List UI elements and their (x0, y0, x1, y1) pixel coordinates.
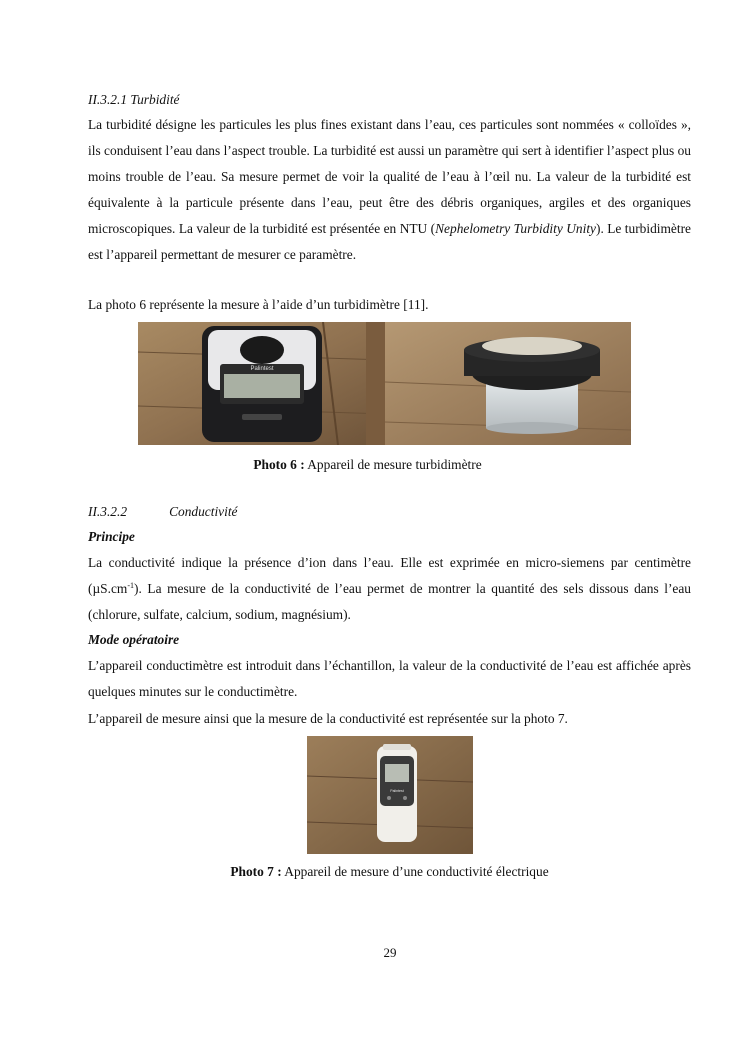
page-number: 29 (383, 945, 397, 960)
mode-operatoire-label: Mode opératoire (88, 632, 180, 647)
conductivity-meter-photo (307, 736, 473, 854)
section-heading-conductivite (88, 504, 238, 520)
photo-6-caption-text: Appareil de mesure turbidimètre (304, 457, 482, 472)
unit-exponent: -1 (127, 581, 135, 590)
photo-6-caption (0, 457, 740, 473)
photo-7-label: Photo 7 : (230, 864, 282, 879)
turbidimeter-photo (138, 322, 631, 445)
photo-7-caption (17, 864, 745, 880)
conductivity-meter-brand: Palintest (390, 789, 404, 793)
principe-label: Principe (88, 529, 135, 544)
photo6-intro: La photo 6 représente la mesure à l’aide d’un turbidimètre [11]. (88, 297, 429, 312)
turbidite-text: La turbidité désigne les particules les plus fines existant dans l’eau, ces particules sont nommées « colloïdes », ils conduisent l’eau dans l’aspect trouble. La turbidité est aussi un paramètre qui sert à identifier l’aspect plus ou moins trouble de l’eau. Sa mesure permet de voir la qualité de l’eau à l’œil nu. La valeur de la turbidité est équivalente à la particule présente dans l’eau, peut être des débris organiques, argiles et des organiques microscopiques. La valeur de la turbidité est présentée en NTU ( (88, 117, 691, 236)
photo-6-image (138, 322, 631, 445)
photo7-intro: L’appareil de mesure ainsi que la mesure de la conductivité est représentée sur la photo 7. (88, 711, 568, 726)
photo-7-image (307, 736, 473, 854)
principe-text-end: ). La mesure de la conductivité de l’eau permet de montrer la quantité des sels dissous dans l’eau (chlorure, sulfate, calcium, sodium, magnésium). (88, 581, 691, 622)
heading-number: II.3.2.2 (88, 504, 128, 519)
ntu-definition: Nephelometry Turbidity Unity (435, 221, 596, 236)
heading-title: Conductivité (169, 504, 238, 519)
principe-text: La conductivité indique la présence d’ion dans l’eau. Elle est exprimée en micro-siemens par centimètre (µS.cm (88, 555, 691, 596)
mode-operatoire-paragraph: L’appareil conductimètre est introduit dans l’échantillon, la valeur de la conductivité de l’eau est affichée après quelques minutes sur le conductimètre. (88, 658, 691, 699)
section-heading-turbidite: II.3.2.1 Turbidité (88, 92, 180, 107)
turbidite-text-end: ). Le turbidimètre est l’appareil permettant de mesurer ce paramètre. (88, 221, 691, 262)
principe-paragraph (88, 550, 691, 628)
photo-6-label: Photo 6 : (253, 457, 305, 472)
turbidite-paragraph (88, 112, 691, 268)
photo-7-caption-text: Appareil de mesure d’une conductivité électrique (281, 864, 549, 879)
turbidimeter-brand-label: Palintest (250, 366, 274, 372)
